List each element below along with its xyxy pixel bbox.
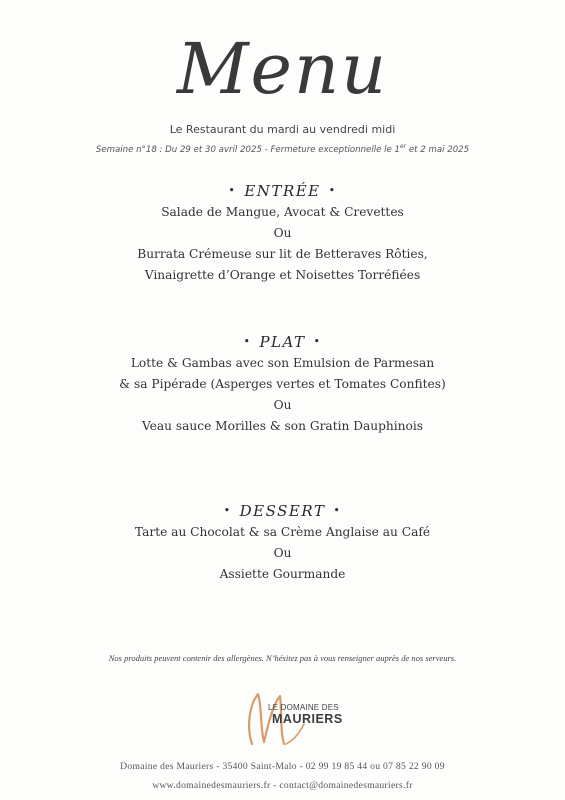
bullet-icon: • [228,184,237,197]
allergen-note: Nos produits peuvent contenir des allergènes. N’hésitez pas à vous renseigner auprès de nos serveurs. [108,653,457,663]
section-dessert [0,500,565,585]
section-title-entree [0,180,565,202]
menu-item: Tarte au Chocolat & sa Crème Anglaise au Café [134,525,431,539]
bullet-icon: • [328,184,337,197]
menu-item: Salade de Mangue, Avocat & Crevettes [161,205,404,219]
bullet-icon: • [223,504,232,517]
week-info-prefix: Semaine n°18 : Du 29 et 30 avril 2025 - Fermeture exceptionnelle le 1 [95,144,400,155]
section-title-text: ENTRÉE [244,182,321,200]
section-plat [0,331,565,437]
footer-web-contact: www.domainedesmauriers.fr - contact@domainedesmauriers.fr [152,780,413,791]
bullet-icon: • [333,504,342,517]
week-info-sup: er [399,143,407,150]
week-info [0,143,565,155]
logo-line2: MAURIERS [272,712,343,726]
menu-item: Burrata Crémeuse sur lit de Betteraves Rôties, [137,247,428,261]
week-info-suffix: et 2 mai 2025 [406,144,470,155]
bullet-icon: • [243,335,252,348]
bullet-icon: • [313,335,322,348]
footer-address: Domaine des Mauriers - 35400 Saint-Malo - 02 99 19 85 44 ou 07 85 22 90 09 [120,761,445,772]
menu-item: Vinaigrette d’Orange et Noisettes Torréfiées [144,268,421,282]
menu-item-or: Ou [273,398,292,412]
section-title-plat [0,331,565,353]
menu-item: & sa Pipérade (Asperges vertes et Tomates Confites) [119,377,446,391]
menu-item: Lotte & Gambas avec son Emulsion de Parmesan [130,356,435,370]
section-entree [0,180,565,286]
menu-item-or: Ou [273,226,292,240]
menu-item: Veau sauce Morilles & son Gratin Dauphinois [141,419,423,433]
section-title-text: DESSERT [239,502,326,520]
menu-title: Menu [176,28,389,110]
restaurant-subtitle: Le Restaurant du mardi au vendredi midi [169,123,396,136]
section-title-text: PLAT [259,333,306,351]
section-title-dessert [0,500,565,522]
logo-line1: LE DOMAINE DES [268,703,339,712]
menu-item: Assiette Gourmande [219,567,346,581]
menu-item-or: Ou [273,546,292,560]
